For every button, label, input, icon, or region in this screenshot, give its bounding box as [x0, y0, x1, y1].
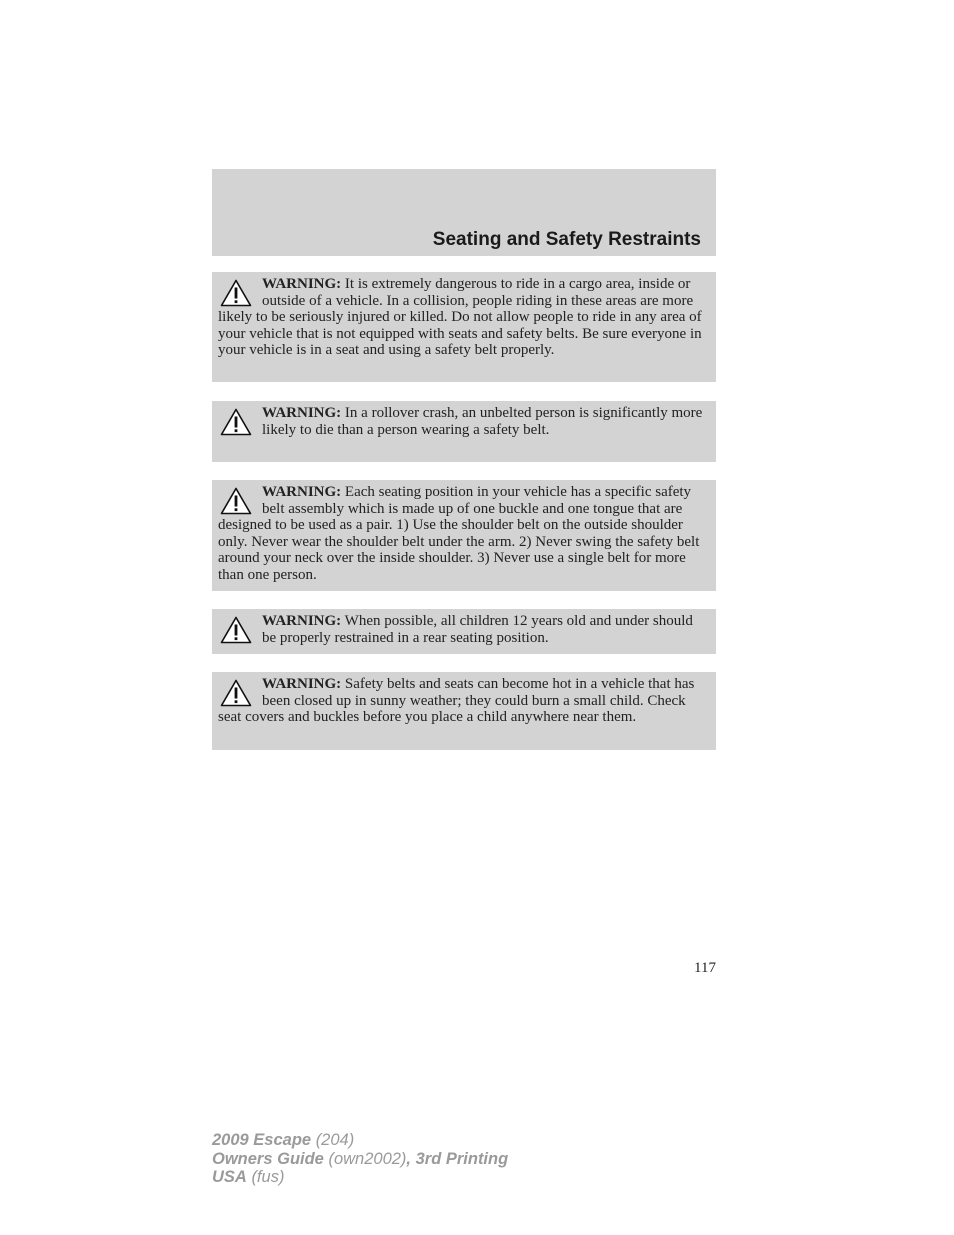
footer-guide-code: (own2002) [328, 1149, 407, 1168]
warning-label: WARNING: [262, 676, 342, 692]
warning-triangle-icon [220, 279, 252, 307]
warning-text: Safety belts and seats can become hot in a vehicle that has been closed up in sunny weather; they could burn a small child. Check seat covers and buckles before you place a child anywhere near them. [218, 676, 695, 725]
warning-box-cargo [212, 272, 716, 382]
footer-printing: , 3rd Printing [406, 1149, 509, 1168]
warning-box-hot-seats [212, 672, 716, 750]
section-title: Seating and Safety Restraints [432, 229, 701, 250]
warning-text: It is extremely dangerous to ride in a cargo area, inside or outside of a vehicle. In a collision, people riding in these areas are more likely to be seriously injured or killed. Do not allow people to ride in any area of your vehicle that is not equipped with seats and safety belts. Be sure everyone in your vehicle is in a seat and using a safety belt properly. [218, 276, 702, 358]
warning-triangle-icon [220, 487, 252, 515]
warning-text: Each seating position in your vehicle has a specific safety belt assembly which is made up of one buckle and one tongue that are designed to be used as a pair. 1) Use the shoulder belt on the outside shoulder only. Never wear the shoulder belt under the arm. 2) Never swing the safety belt around your neck over the inside shoulder. 3) Never use a single belt for more than one person. [218, 484, 700, 583]
footer-model: 2009 Escape [212, 1131, 312, 1149]
warning-label: WARNING: [262, 484, 342, 500]
warning-label: WARNING: [262, 405, 342, 421]
warning-triangle-icon [220, 616, 252, 644]
footer-model-code: (204) [315, 1131, 355, 1149]
footer-line-model [212, 1131, 508, 1150]
warning-box-seating-position [212, 480, 716, 591]
page-number: 117 [694, 960, 716, 976]
warning-text: When possible, all children 12 years old and under should be properly restrained in a rear seating position. [262, 613, 693, 646]
warning-triangle-icon [220, 679, 252, 707]
section-header [212, 169, 716, 256]
footer-line-guide [212, 1150, 508, 1169]
footer-market: USA [212, 1168, 247, 1186]
warning-text: In a rollover crash, an unbelted person is significantly more likely to die than a person wearing a safety belt. [262, 405, 703, 438]
warning-triangle-icon [220, 408, 252, 436]
warning-label: WARNING: [262, 276, 342, 292]
warning-label: WARNING: [262, 613, 342, 629]
footer-line-market [212, 1168, 508, 1187]
warning-box-children [212, 609, 716, 654]
footer-market-code: (fus) [251, 1168, 285, 1186]
document-footer [212, 1131, 508, 1187]
warning-box-rollover [212, 401, 716, 462]
footer-guide: Owners Guide [212, 1149, 324, 1168]
